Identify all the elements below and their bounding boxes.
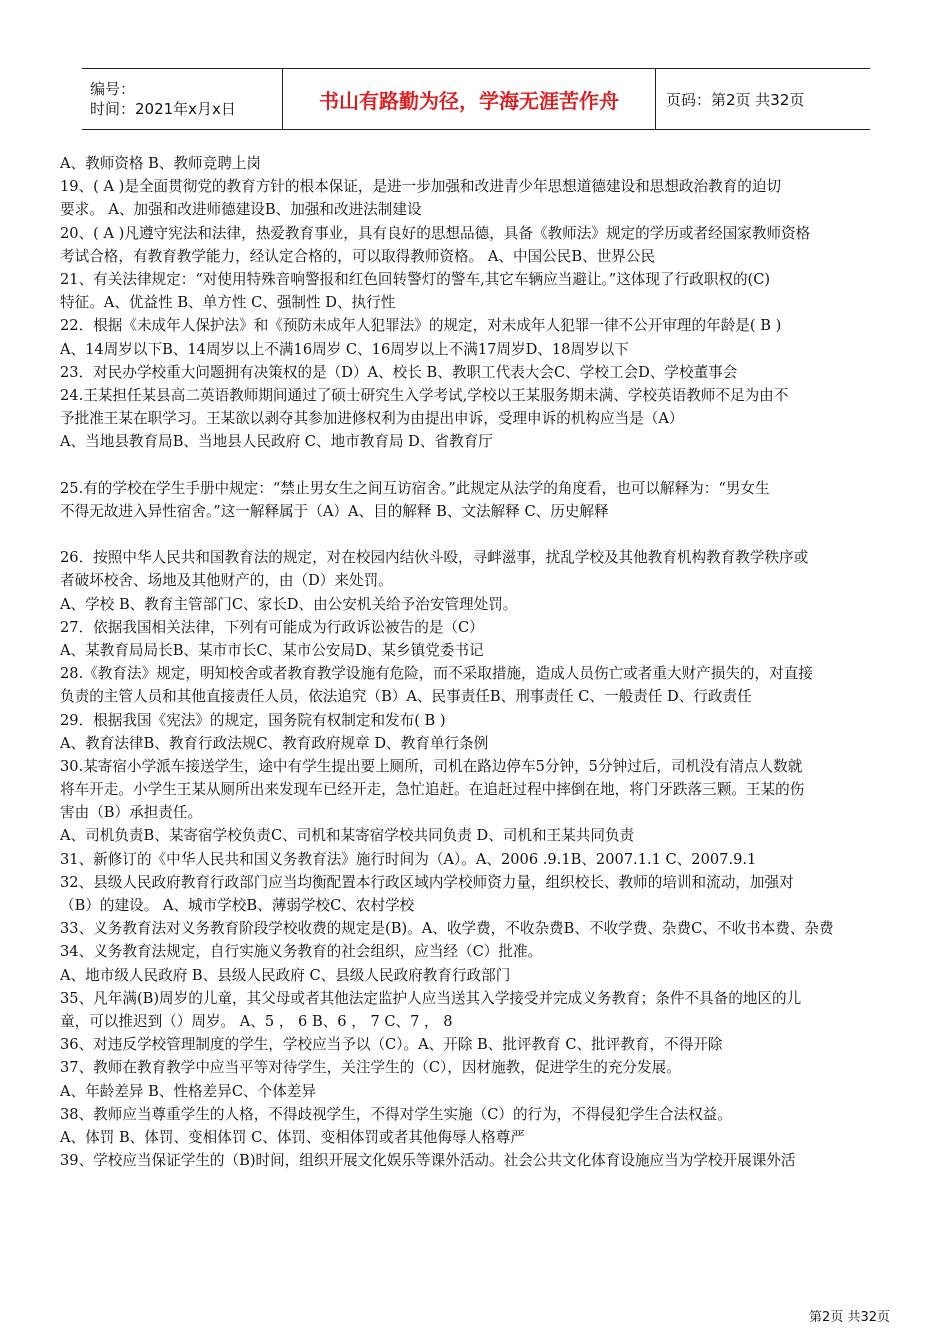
text-line: 21、有关法律规定：“对使用特殊音响警报和红色回转警灯的警车,其它车辆应当避让。”这体现了行政职权的(C) <box>60 270 771 288</box>
text-line: 24.王某担任某县高二英语教师期间通过了硕士研究生入学考试,学校以王某服务期未满、学校英语教师不足为由不 <box>60 386 789 404</box>
text-line: A、教师资格 B、教师竞聘上岗 <box>60 155 262 172</box>
text-line: 35、凡年满(B)周岁的儿童，其父母或者其他法定监护人应当送其入学接受并完成义务教育；条件不具备的地区的儿 <box>60 989 802 1007</box>
page-header <box>82 68 870 130</box>
motto-text: 书山有路勤为径，学海无涯苦作舟 <box>319 88 619 113</box>
text-line: 26．按照中华人民共和国教育法的规定，对在校园内结伙斗殴，寻衅滋事，扰乱学校及其他教育机构教育教学秩序或 <box>60 549 809 567</box>
text-line: 负责的主管人员和其他直接责任人员，依法追究（B）A、民事责任B、刑事责任 C、一般责任 D、行政责任 <box>60 688 752 706</box>
document-date: 时间：2021年x月x日 <box>90 100 236 118</box>
text-line: 害由（B）承担责任。 <box>60 804 203 822</box>
text-line: A、体罚 B、体罚、变相体罚 C、体罚、变相体罚或者其他侮辱人格尊严 <box>60 1128 525 1146</box>
text-line: 29．根据我国《宪法》的规定，国务院有权制定和发布( B ) <box>60 711 446 729</box>
header-page-number <box>656 69 870 129</box>
text-line: 将车开走。小学生王某从厕所出来发现车已经开走，急忙追赶。在追赶过程中摔倒在地，将门牙跌落三颗。王某的伤 <box>60 781 805 799</box>
text-line: 32、县级人民政府教育行政部门应当均衡配置本行政区域内学校师资力量，组织校长、教师的培训和流动，加强对 <box>60 873 794 891</box>
document-number: 编号： <box>90 80 136 98</box>
text-line: 38、教师应当尊重学生的人格，不得歧视学生，不得对学生实施（C）的行为，不得侵犯学生合法权益。 <box>60 1105 732 1123</box>
document-body <box>60 152 894 1172</box>
text-line: A、教育法律B、教育行政法规C、教育政府规章 D、教育单行条例 <box>60 734 489 752</box>
text-line: A、地市级人民政府 B、县级人民政府 C、县级人民政府教育行政部门 <box>60 966 511 984</box>
text-line: 童，可以推迟到（）周岁。 A、5 ， 6 B、6 ， 7 C、7 ， 8 <box>60 1012 453 1030</box>
text-line: 者破坏校舍、场地及其他财产的，由（D）来处罚。 <box>60 572 393 590</box>
text-line: 37、教师在教育教学中应当平等对待学生，关注学生的（C），因材施教，促进学生的充分发展。 <box>60 1059 681 1077</box>
text-line: 要求。 A、加强和改进师德建设B、加强和改进法制建设 <box>60 201 422 219</box>
text-line: 予批准王某在职学习。王某欲以剥夺其参加进修权利为由提出申诉，受理申诉的机构应当是（A） <box>60 410 684 428</box>
text-line: （B）的建设。 A、城市学校B、薄弱学校C、农村学校 <box>60 897 415 914</box>
text-line: A、司机负责B、某寄宿学校负责C、司机和某寄宿学校共同负责 D、司机和王某共同负责 <box>60 827 635 845</box>
text-line: 27．依据我国相关法律，下列有可能成为行政诉讼被告的是（C） <box>60 618 484 636</box>
text-line: A、当地县教育局B、当地县人民政府 C、地市教育局 D、省教育厅 <box>60 433 493 451</box>
text-line: 31、新修订的《中华人民共和国义务教育法》施行时间为（A）。A、2006 .9.1B、2007.1.1 C、2007.9.1 <box>60 850 757 868</box>
text-line: 39、学校应当保证学生的（B)时间，组织开展文化娱乐等课外活动。社会公共文化体育设施应当为学校开展课外活 <box>60 1152 796 1170</box>
text-line: 22．根据《未成年人保护法》和《预防未成年人犯罪法》的规定，对未成年人犯罪一律不公开审理的年龄是( B ) <box>60 317 782 335</box>
paragraph-gap <box>60 453 894 476</box>
text-line: A、学校 B、教育主管部门C、家长D、由公安机关给予治安管理处罚。 <box>60 595 518 613</box>
text-line: 28.《教育法》规定，明知校舍或者教育教学设施有危险，而不采取措施，造成人员伤亡或者重大财产损失的，对直接 <box>60 665 813 683</box>
text-line: 19、( A )是全面贯彻党的教育方针的根本保证，是进一步加强和改进青少年思想道德建设和思想政治教育的迫切 <box>60 178 782 196</box>
text-line: 34、义务教育法规定，自行实施义务教育的社会组织，应当经（C）批准。 <box>60 943 543 961</box>
header-meta <box>82 69 282 129</box>
paragraph-gap <box>60 523 894 546</box>
text-line: 33、义务教育法对义务教育阶段学校收费的规定是(B)。A、收学费，不收杂费B、不收学费、杂费C、不收书本费、杂费 <box>60 920 834 938</box>
text-line: 30.某寄宿小学派车接送学生，途中有学生提出要上厕所，司机在路边停车5分钟，5分钟过后，司机没有清点人数就 <box>60 757 803 775</box>
text-line: 25.有的学校在学生手册中规定：“禁止男女生之间互访宿舍。”此规定从法学的角度看，也可以解释为：“男女生 <box>60 479 770 497</box>
text-line: 特征。A、优益性 B、单方性 C、强制性 D、执行性 <box>60 294 396 312</box>
text-line: 23．对民办学校重大问题拥有决策权的是（D）A、校长 B、教职工代表大会C、学校工会D、学校董事会 <box>60 363 738 381</box>
page-footer: 第2页 共32页 <box>809 1310 890 1325</box>
text-line: 20、( A )凡遵守宪法和法律，热爱教育事业，具有良好的思想品德，具备《教师法》规定的学历或者经国家教师资格 <box>60 224 811 242</box>
text-line: 不得无故进入异性宿舍。”这一解释属于（A）A、目的解释 B、文法解释 C、历史解释 <box>60 502 609 520</box>
text-line: A、年龄差异 B、性格差异C、个体差异 <box>60 1082 316 1100</box>
text-line: 考试合格，有教育教学能力，经认定合格的，可以取得教师资格。 A、中国公民B、世界公民 <box>60 247 656 265</box>
header-motto <box>282 69 656 129</box>
text-line: 36、对违反学校管理制度的学生，学校应当予以（C）。A、开除 B、批评教育 C、批评教育，不得开除 <box>60 1036 723 1054</box>
text-line: A、14周岁以下B、14周岁以上不满16周岁 C、16周岁以上不满17周岁D、18周岁以下 <box>60 340 629 358</box>
text-line: A、某教育局局长B、某市市长C、某市公安局D、某乡镇党委书记 <box>60 641 484 659</box>
page-number-text: 页码：第2页 共32页 <box>666 90 805 109</box>
